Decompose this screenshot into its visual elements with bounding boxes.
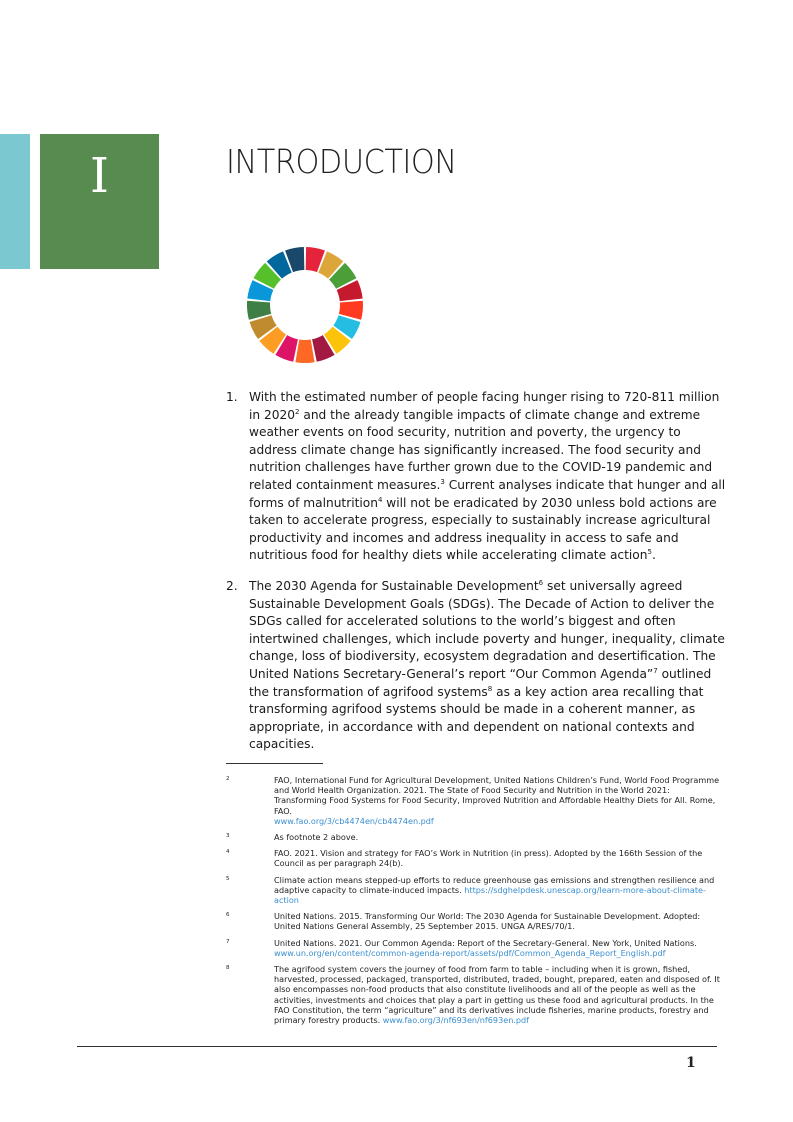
footnote-number: 7 [226,938,230,945]
numbered-paragraph [226,389,726,565]
paragraph-text-run: . [651,548,656,563]
paragraph-text-run: outlined the transformation of agrifood systems [249,666,712,699]
numbered-paragraph [226,578,726,754]
footnote-number: 2 [226,776,230,782]
footnote-text [274,964,720,1025]
footnote-text [274,775,720,826]
footnote [226,911,720,931]
page-footer-rule [77,1046,717,1047]
paragraph-text-run: With the estimated number of people facing hunger rising to 720-811 million in 2020 [249,390,720,422]
paragraph-text-run: will not be eradicated by 2030 unless bold actions are taken to accelerate progress, especially to sustainably increase agricultural productivity and incomes and address inequality in access to safe and nutritious food for healthy diets while accelerating climate action [249,495,717,563]
footnote-body: Climate action means stepped-up efforts to reduce greenhouse gas emissions and strengthen resilience and adaptive capacity to climate-induced impacts. [274,874,715,895]
paragraph-number: 1. [226,390,238,404]
footnote-link[interactable]: www.un.org/en/content/common-agenda-report/assets/pdf/Common_Agenda_Report_English.pdf [274,947,666,958]
sdg-wheel-icon [245,245,365,365]
chapter-number-box [40,134,159,269]
footnote-reference[interactable]: 8 [487,684,493,693]
footnote-divider [226,763,323,764]
footnote-link[interactable]: www.fao.org/3/nf693en/nf693en.pdf [382,1015,530,1026]
footnote-number: 4 [226,849,230,856]
footnotes [226,775,720,1031]
footnote-body: United Nations. 2015. Transforming Our World: The 2030 Agenda for Sustainable Development. Adopted: United Nations General Assembly, 25 September 2015. UNGA A/RES/70/1. [274,911,701,932]
paragraph-number: 2. [226,578,238,593]
footnote-text [274,911,720,931]
footnote-body: FAO, International Fund for Agricultural Development, United Nations Children’s Fund, World Food Programme and World Health Organization. 2021. The State of Food Security and Nutrition in the World 2021: Transforming Food Systems for Food Security, Improved Nutrition and Affordable Healthy Diets for All. Rome, FAO. [274,775,720,816]
page-number: 1 [686,1055,696,1071]
chapter-title: INTRODUCTION [226,142,457,181]
footnote-text [274,848,720,868]
footnote-text [274,938,720,958]
footnote-body: FAO. 2021. Vision and strategy for FAO’s Work in Nutrition (in press). Adopted by the 166th Session of the Council as per paragraph 24(b). [274,848,703,869]
footnote-body: As footnote 2 above. [274,832,359,843]
footnote-reference[interactable]: 5 [647,548,652,557]
footnote-number: 6 [226,912,230,919]
footnote-reference[interactable]: 3 [440,477,445,486]
paragraph-text-run: Current analyses indicate that hunger and all forms of malnutrition [249,477,726,510]
footnote [226,848,720,868]
paragraph-text-run: as a key action area recalling that transforming agrifood systems should be made in a coherent manner, as appropriate, in accordance with and dependent on national contexts and capacities. [249,684,704,752]
footnote [226,938,720,958]
footnote [226,964,720,1025]
footnote-text [274,875,720,906]
chapter-roman-numeral: I [90,148,109,204]
footnote-reference[interactable]: 7 [653,666,658,675]
footnote-body: United Nations. 2021. Our Common Agenda: Report of the Secretary-General. New York, United Nations. [274,937,697,948]
paragraph-text-run: and the already tangible impacts of climate change and extreme weather events on food security, nutrition and poverty, the urgency to address climate change has significantly increased. The food security and nutrition challenges have further grown due to the COVID-19 pandemic and related containment measures. [249,407,713,492]
footnote-reference[interactable]: 2 [295,407,300,416]
paragraph-text-run: The 2030 Agenda for Sustainable Development [249,578,539,593]
paragraph-text [249,578,726,754]
footnote-text [274,832,720,842]
paragraph-text-run: set universally agreed Sustainable Development Goals (SDGs). The Decade of Action to deliver the SDGs called for accelerated solutions to the world’s biggest and often intertwined challenges, which include poverty and hunger, inequality, climate change, loss of biodiversity, ecosystem degradation and desertification. The United Nations Secretary-General’s report “Our Common Agenda” [249,578,725,681]
footnote-reference[interactable]: 4 [377,495,383,504]
paragraph-text [249,389,726,565]
footnote [226,875,720,906]
footnote-number: 8 [226,965,230,972]
footnote-body: The agrifood system covers the journey of food from farm to table – including when it is grown, fished, harvested, processed, packaged, transported, distributed, traded, bought, prepared, eaten and disposed of. It also encompasses non-food products that also constitute livelihoods and all of the people as well as the activities, investments and choices that play a part in getting us these food and agricultural products. In the FAO Constitution, the term “agriculture” and its derivatives include fisheries, marine products, forestry and primary forestry products. [274,964,720,1026]
chapter-accent-bar [0,134,30,269]
footnote-number: 5 [226,875,230,882]
footnote [226,775,720,826]
footnote-number: 3 [226,833,230,840]
footnote-link[interactable]: https://sdghelpdesk.unescap.org/learn-more-about-climate-action [274,884,706,906]
footnote-link[interactable]: www.fao.org/3/cb4474en/cb4474en.pdf [274,815,434,826]
footnote [226,832,720,842]
sdg-wheel-segment [295,340,314,363]
body-text [226,389,726,767]
footnote-reference[interactable]: 6 [538,578,544,587]
